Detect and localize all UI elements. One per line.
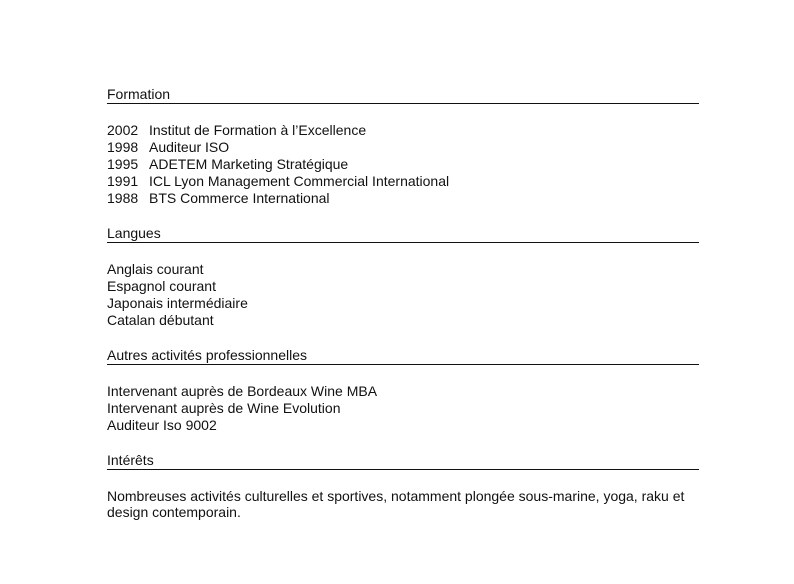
activite-item: Auditeur Iso 9002 <box>107 417 217 433</box>
formation-year: 1995 <box>107 156 139 172</box>
formation-text: Auditeur ISO <box>149 139 230 155</box>
formation-year: 1998 <box>107 139 139 155</box>
formation-item <box>107 173 699 190</box>
langue-item: Espagnol courant <box>107 278 216 294</box>
formation-year: 1991 <box>107 173 139 189</box>
formation-text: ICL Lyon Management Commercial International <box>149 173 450 189</box>
formation-text: Institut de Formation à l’Excellence <box>149 122 367 138</box>
formation-section <box>107 86 699 207</box>
activites-heading: Autres activités professionnelles <box>107 347 699 365</box>
activites-section <box>107 347 699 434</box>
formation-item <box>107 156 699 173</box>
formation-heading: Formation <box>107 86 699 104</box>
formation-text: BTS Commerce International <box>149 190 330 206</box>
formation-item <box>107 190 699 207</box>
langues-heading: Langues <box>107 225 699 243</box>
langue-item: Catalan débutant <box>107 312 214 328</box>
activite-item: Intervenant auprès de Wine Evolution <box>107 400 341 416</box>
formation-item <box>107 139 699 156</box>
interets-section <box>107 452 699 520</box>
langues-section <box>107 225 699 329</box>
langue-item: Anglais courant <box>107 261 204 277</box>
cv-page <box>107 86 699 538</box>
interets-text: Nombreuses activités culturelles et sportives, notamment plongée sous-marine, yoga, raku et design contemporain. <box>107 488 685 520</box>
formation-item <box>107 122 699 139</box>
formation-year: 1988 <box>107 190 139 206</box>
langue-item: Japonais intermédiaire <box>107 295 248 311</box>
formation-year: 2002 <box>107 122 139 138</box>
activite-item: Intervenant auprès de Bordeaux Wine MBA <box>107 383 378 399</box>
interets-heading: Intérêts <box>107 452 699 470</box>
formation-text: ADETEM Marketing Stratégique <box>149 156 349 172</box>
